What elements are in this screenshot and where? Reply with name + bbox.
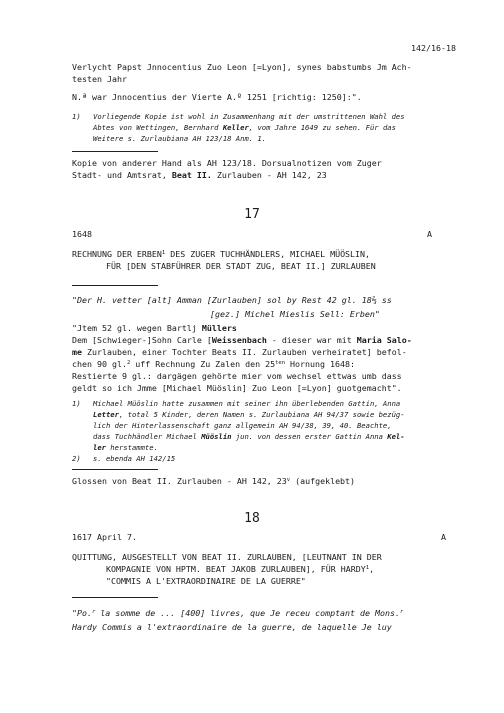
doc16-footnote-line: Weitere s. Zurlaubiana AH 123/18 Anm. 1. xyxy=(93,134,267,143)
doc17-heading-line: FÜR [DEN STABFÜHRER DER STADT ZUG, BEAT II.] ZURLAUBEN xyxy=(106,261,376,271)
doc16-text-line: Verlycht Papst Jnnocentius Zuo Leon [=Lyon], synes babstumbs Jm Ach- xyxy=(72,62,412,72)
doc17-footnote-line: ler herstammte. xyxy=(93,443,158,452)
doc17-body-line: Dem [Schwieger-]Sohn Carle [Weissenbach - dieser war mit Maria Salo- xyxy=(72,335,412,345)
doc16-text-line: testen Jahr xyxy=(72,74,127,84)
doc17-letter: A xyxy=(427,229,432,239)
doc18-quote-line: "Po.$^r$ la somme de ... [400] livres, que Je receu comptant de Mons.$^r$ xyxy=(72,608,404,618)
doc16-source-line: Kopie von anderer Hand als AH 123/18. Dorsualnotizen vom Zuger xyxy=(72,158,382,168)
doc17-body-line: Restierte 9 gl.: dargägen gehörte mier vom wechsel ettwas umb dass xyxy=(72,371,402,381)
doc17-date: 1648 xyxy=(72,229,92,239)
doc17-footnote-number: 1) xyxy=(72,399,81,408)
page-reference: 142/16-18 xyxy=(411,43,456,53)
doc16-footnote-number: 1) xyxy=(72,112,81,121)
doc18-heading-line: KOMPAGNIE VON HPTM. BEAT JAKOB ZURLAUBEN], FÜR HARDY$^1$, xyxy=(106,564,375,574)
doc16-footnote-line: Vorliegende Kopie ist wohl in Zusammenhang mit der umstrittenen Wahl des xyxy=(93,112,405,121)
doc17-body-line: geldt so ich Jmme [Michael Müöslin] Zuo Leon [=Lyon] guotgemacht". xyxy=(72,383,402,393)
doc16-footnote-line: Abtes von Wettingen, Bernhard Keller, vom Jahre 1649 zu sehen. Für das xyxy=(93,123,396,132)
divider xyxy=(72,469,158,470)
doc17-source-line: Glossen von Beat II. Zurlauben - AH 142, 23$^v$ (aufgeklebt) xyxy=(72,476,356,486)
doc17-quote-line: "Der H. vetter [alt] Amman [Zurlauben] sol by Rest 42 gl. 18⅔ ss xyxy=(72,295,392,305)
divider xyxy=(72,597,158,598)
doc17-heading-line: RECHNUNG DER ERBEN$^1$ DES ZUGER TUCHHÄNDLERS, MICHAEL MÜÖSLIN, xyxy=(72,249,371,259)
doc18-letter: A xyxy=(441,532,446,542)
doc18-quote-line: Hardy Commis a l'extraordinaire de la guerre, de laquelle Je luy xyxy=(72,622,392,632)
doc17-footnote-number: 2) xyxy=(72,454,81,463)
doc17-footnote-line: lich der Hinterlassenschaft ganz allgemein AH 94/38, 39, 40. Beachte, xyxy=(93,421,392,430)
doc16-source-line: Stadt- und Amtsrat, Beat II. Zurlauben - AH 142, 23 xyxy=(72,170,327,180)
doc17-number: 17 xyxy=(244,207,260,222)
doc16-text-line: N.ª war Jnnocentius der Vierte A.º 1251 [richtig: 1250]:". xyxy=(72,92,362,102)
doc17-quote-line: [gez.] Michel Mieslis Sell: Erben" xyxy=(210,309,380,319)
doc17-body-line: chen 90 gl.$^2$ uff Rechnung Zu Zalen den $25^{ten}$ Hornung 1648: xyxy=(72,359,355,369)
doc18-heading-line: "COMMIS A L'EXTRAORDINAIRE DE LA GUERRE" xyxy=(106,576,306,586)
doc18-heading-line: QUITTUNG, AUSGESTELLT VON BEAT II. ZURLAUBEN, [LEUTNANT IN DER xyxy=(72,552,382,562)
doc17-body-line: "Jtem 52 gl. wegen Bartlj Müllers xyxy=(72,323,237,333)
doc17-footnote-line: Michael Müöslin hatte zusammen mit seiner ihn überlebenden Gattin, Anna xyxy=(93,399,401,408)
doc17-body-line: me Zurlauben, einer Tochter Beats II. Zurlauben verheiratet] befol- xyxy=(72,347,407,357)
doc18-date: 1617 April 7. xyxy=(72,532,137,542)
divider xyxy=(72,285,158,286)
doc17-footnote-line: Letter, total 5 Kinder, deren Namen s. Zurlaubiana AH 94/37 sowie bezüg- xyxy=(93,410,405,419)
doc17-footnote-line: s. ebenda AH 142/15 xyxy=(93,454,176,463)
doc17-footnote-line: dass Tuchhändler Michael Müöslin jun. von dessen erster Gattin Anna Kel- xyxy=(93,432,405,441)
doc18-number: 18 xyxy=(244,511,260,526)
divider xyxy=(72,151,158,152)
